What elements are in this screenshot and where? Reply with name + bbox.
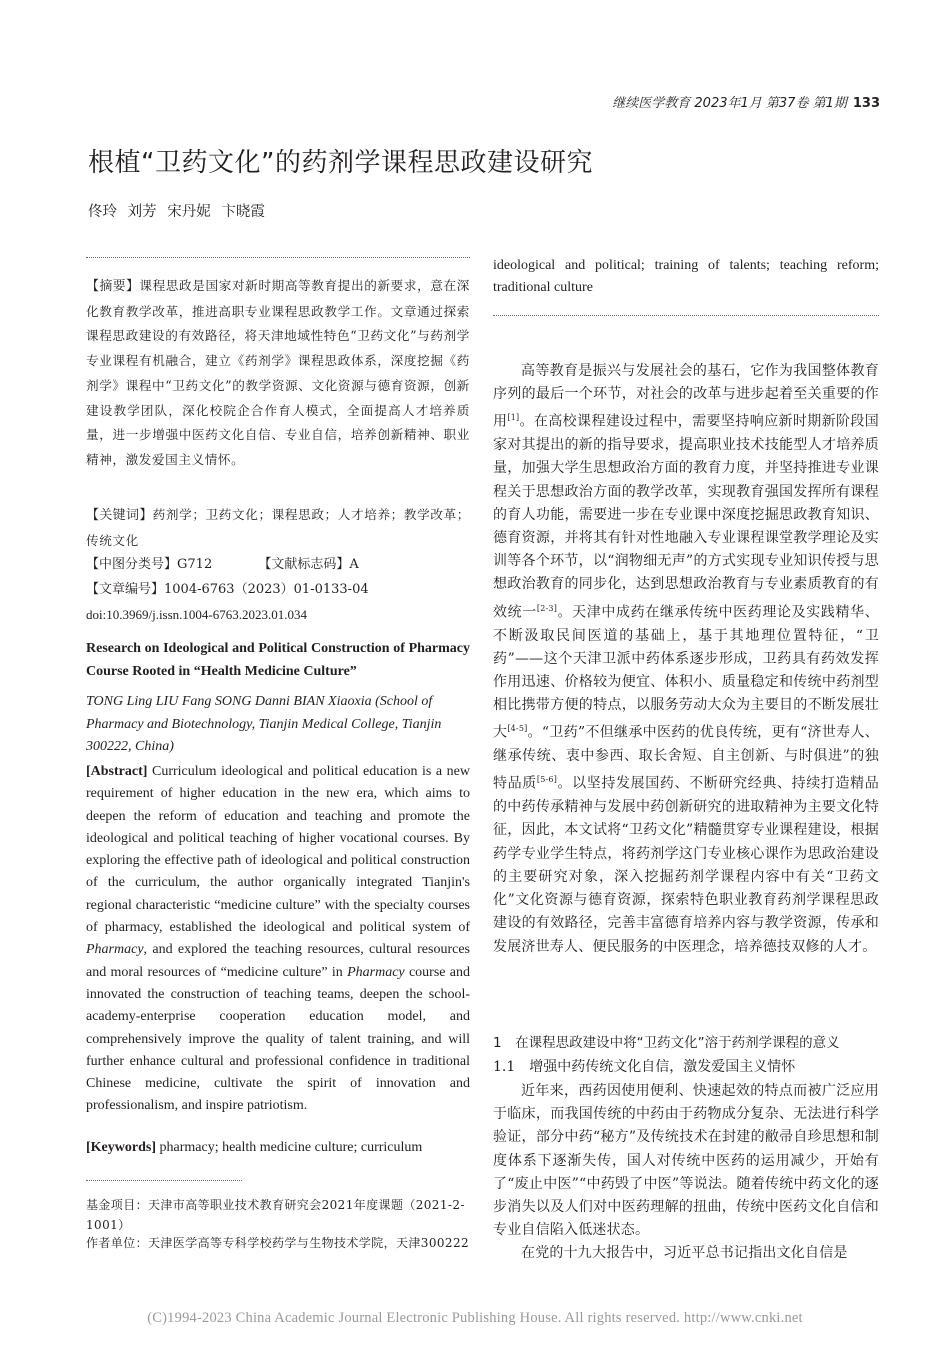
article-number-line [86, 578, 470, 603]
divider [493, 315, 879, 316]
section-heading-1: 1 在课程思政建设中将“卫药文化”溶于药剂学课程的意义 [493, 1035, 840, 1051]
english-abstract-em-1: Pharmacy [86, 942, 144, 958]
citation: [4-5] [507, 724, 528, 734]
text-run: 。天津中成药在继承传统中医药理论及实践精华、不断汲取民间医道的基础上，基于其地理位置特征，“卫药”——这个天津卫派中药体系逐步形成，卫药具有药效发挥作用迅速、价格较为便宜、体积小、质量稳定和传统中药剂型相比携带方便的特点，以服务劳动大众为主要目的不断发展壮大 [493, 604, 879, 742]
citation: [5-6] [536, 775, 558, 785]
english-abstract-label: [Abstract] [86, 764, 148, 779]
english-abstract-em-2: Pharmacy [347, 964, 405, 980]
citation: [2-3] [536, 603, 558, 613]
chinese-abstract [86, 274, 470, 473]
text-run: 。在高校课程建设过程中，需要坚持响应新时期新阶段国家对其提出的新的指导要求，提高职业技术技能型人才培养质量，加强大学生思想政治方面的教育力度，并坚持推进专业课程关于思想政治方面的教学改革，实现教育强国发挥所有课程的育人功能，需要进一步在专业课中深度挖掘思政教育知识、德育资源，并将其有针对性地融入专业课程课堂教学理论及实训等各个环节，以“润物细无声”的方式实现专业知识传授与思想政治教育的同步化，达到思想政治教育与专业素质教育的有效统一 [493, 414, 879, 621]
page-number: 133 [852, 96, 880, 111]
affiliation-footnote: 作者单位：天津医学高等专科学校药学与生物技术学院，天津300222 [86, 1236, 470, 1250]
paragraph-2: 近年来，西药因使用便利、快速起效的特点而被广泛应用于临床，而我国传统的中药由于药物成分复杂、无法进行科学验证，部分中药“秘方”及传统技术在封建的敝帚自珍思想和制度体系下逐渐失传，国人对传统中医药的运用减少，开始有了“废止中医”“中药毁了中医”等说法。随着传统中药文化的逐步消失以及人们对中医药理解的扭曲，传统中医药文化自信和专业自信陷入低迷状态。 [493, 1083, 879, 1239]
clc-value: G712 [177, 557, 213, 572]
fund-footnote: 基金项目：天津市高等职业技术教育研究会2021年度课题（2021-2-1001） [86, 1198, 465, 1232]
keywords-label: 【关键词】 [86, 508, 153, 523]
section-heading-1-1: 1.1 增强中药传统文化自信，激发爱国主义情怀 [493, 1059, 796, 1075]
keywords-text: 药剂学；卫药文化；课程思政；人才培养；教学改革；传统文化 [86, 507, 470, 548]
english-keywords-right: ideological and political; training of talents; teaching reform; traditional culture [493, 258, 879, 296]
text-run: 。以坚持发展国药、不断研究经典、持续打造精品的中药传承精神与发展中药创新研究的进取精神为主要文化特征，因此，本文试将“卫药文化”精髓贯穿专业课程建设，根据药学专业学生特点，将药剂学这门专业核心课作为思政治建设的主要研究对象，深入挖掘药剂学课程内容中有关“卫药文化”文化资源与德育资源，探索特色职业教育药剂学课程思政建设的有效路径，完善丰富德育培养内容与教学资源，传承和发展济世寿人、便民服务的中医理念，培养德技双修的人才。 [493, 776, 879, 955]
body-text [493, 360, 879, 959]
english-title: Research on Ideological and Political Construction of Pharmacy Course Rooted in “Health Medicine Culture” [86, 641, 470, 679]
english-abstract-text-3: course and innovated the construction of teaching teams, deepen the school-academy-enterprise cooperation education model, and comprehensively improve the quality of talent training, and will further enhance cultural and professional confidence in traditional Chinese medicine, cultivate the spirit of innovation and professionalism, and inspire patriotism. [86, 964, 471, 1114]
paragraph-3: 在党的十九大报告中，习近平总书记指出文化自信是 [521, 1245, 848, 1262]
english-abstract-text-1: Curriculum ideological and political education is a new requirement of higher education in the new era, which aims to deepen the reform of education and teaching and promote the ideological and political teaching of higher vocational courses. By exploring the effective path of ideological and political construction of the curriculum, the author organically integrated Tianjin's regional characteristic “medicine culture” with the specialty courses of pharmacy, established the ideological and political system of [86, 764, 470, 936]
clc-label: 【中图分类号】 [86, 557, 178, 572]
journal-info: 继续医学教育 2023年1月 第37卷 第1期 [612, 96, 847, 111]
doc-code-label: 【文献标志码】 [258, 557, 350, 572]
text-run: 高等教育是振兴与发展社会的基石，它作为我国整体教育序列的最后一个环节，对社会的改革与进步起着至关重要的作用 [493, 363, 879, 431]
body-text-2 [493, 1080, 879, 1266]
footnote-divider [86, 1180, 242, 1181]
doc-code-value: A [349, 557, 359, 572]
english-abstract-text-2: , and explored the teaching resources, cultural resources and moral resources of “medicine culture” in [86, 942, 470, 980]
divider [86, 257, 470, 258]
classification-line [86, 553, 470, 578]
chinese-keywords [86, 503, 470, 553]
article-title: 根植“卫药文化”的药剂学课程思政建设研究 [88, 148, 593, 178]
english-keywords-text-left: pharmacy; health medicine culture; curriculum [159, 1140, 423, 1155]
english-authors: TONG Ling LIU Fang SONG Danni BIAN Xiaoxia (School of Pharmacy and Biotechnology, Tianjin Medical College, Tianjin 300222, China) [86, 694, 442, 754]
running-header [575, 92, 880, 111]
article-number-label: 【文章编号】 [86, 582, 165, 597]
copyright-watermark: (C)1994-2023 China Academic Journal Electronic Publishing House. All rights reserved. http://www.cnki.net [147, 1310, 803, 1326]
abstract-label: 【摘要】 [86, 279, 140, 294]
english-abstract [86, 761, 470, 1118]
paragraph-1 [493, 360, 879, 959]
text-run: 。“卫药”不但继承中医药的优良传统，更有“济世寿人、继承传统、衷中参西、取长舍短、自主创新、与时俱进”的独特品质 [493, 725, 879, 793]
article-number-value: 1004-6763（2023）01-0133-04 [164, 582, 369, 597]
author-list: 佟玲 刘芳 宋丹妮 卞晓霞 [88, 204, 265, 220]
english-keywords-label: [Keywords] [86, 1140, 156, 1155]
citation: [1] [507, 413, 520, 423]
abstract-text: 课程思政是国家对新时期高等教育提出的新要求，意在深化教育教学改革，推进高职专业课程思政教学工作。文章通过探索课程思政建设的有效路径，将天津地域性特色“卫药文化”与药剂学专业课程有机融合，建立《药剂学》课程思政体系，深度挖掘《药剂学》课程中“卫药文化”的教学资源、文化资源与德育资源，创新建设教学团队，深化校院企合作育人模式，全面提高人才培养质量，进一步增强中医药文化自信、专业自信，培养创新精神、职业精神，激发爱国主义情怀。 [86, 278, 471, 467]
english-keywords-left [86, 1137, 470, 1159]
doi: doi:10.3969/j.issn.1004-6763.2023.01.034 [86, 607, 308, 622]
